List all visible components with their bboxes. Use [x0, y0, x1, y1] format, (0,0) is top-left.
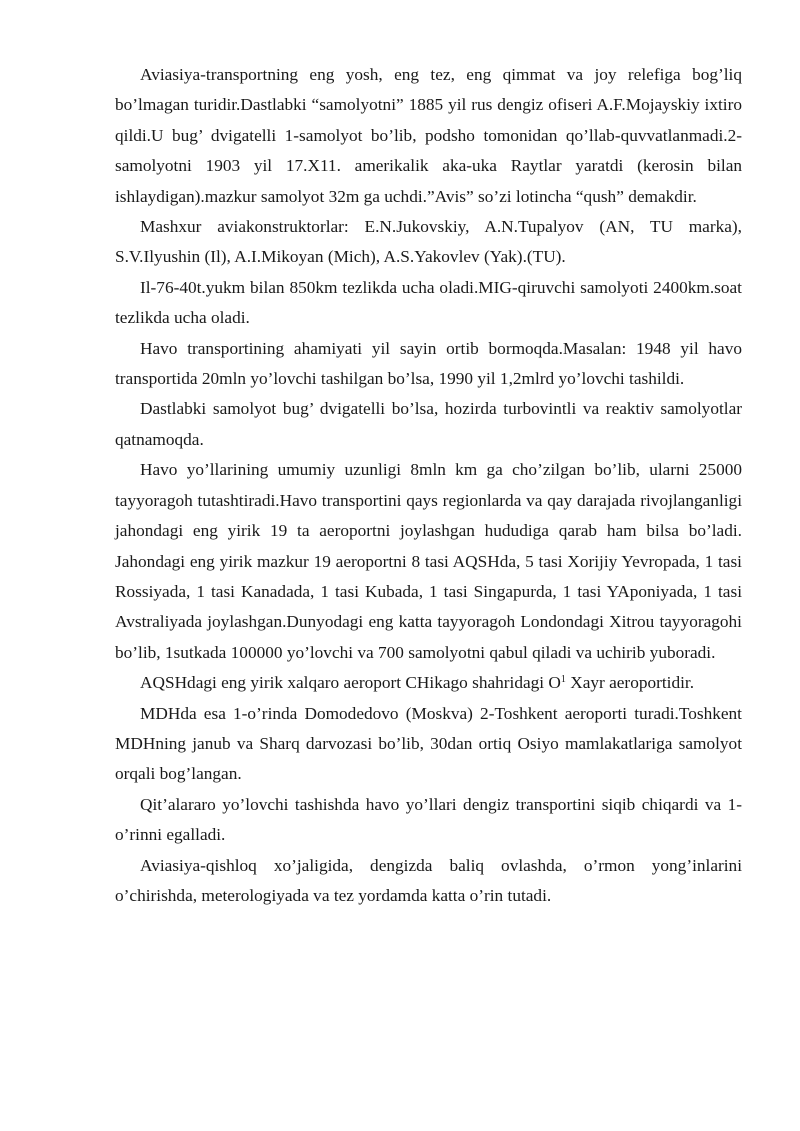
superscript-mark: 1 [560, 674, 566, 686]
paragraph-aviation-intro: Aviasiya-transportning eng yosh, eng tez, eng qimmat va joy relefiga bog’liq bo’lmagan turidir.Dastlabki “samolyotni” 1885 yil rus dengiz ofiseri A.F.Mojayskiy ixtiro qildi.U bug’ dvigatelli 1-samolyot bo’lib, podsho tomonidan qo’llab-quvvatlanmadi.2-samolyotni 1903 yil 17.X11. amerikalik aka-uka Raytlar yaratdi (kerosin bilan ishlaydigan).mazkur samolyot 32m ga uchdi.”Avis” so’zi lotincha “qush” demakdir. [115, 65, 742, 206]
paragraph-aircraft-designers: Mashxur aviakonstruktorlar: E.N.Jukovskiy, A.N.Tupalyov (AN, TU marka), S.V.Ilyushin (Il), A.I.Mikoyan (Mich), A.S.Yakovlev (Yak).(TU). [115, 217, 742, 267]
chicago-text-after: Xayr aeroportidir. [565, 673, 695, 693]
paragraph-aircraft-speeds: Il-76-40t.yukm bilan 850km tezlikda ucha oladi.MIG-qiruvchi samolyoti 2400km.soat tezlikda ucha oladi. [115, 277, 742, 328]
paragraph-intercontinental: Qit’alararo yo’lovchi tashishda havo yo’llari dengiz transportini siqib chiqardi va 1-o’rinni egalladi. [115, 794, 742, 845]
paragraph-aviation-uses: Aviasiya-qishloq xo’jaligida, dengizda baliq ovlashda, o’rmon yong’inlarini o’chirishda, meterologiyada va tez yordamda katta o’rin tutadi. [115, 855, 742, 905]
document-page [115, 60, 742, 911]
paragraph-engine-types: Dastlabki samolyot bug’ dvigatelli bo’lsa, hozirda turbovintli va reaktiv samolyotlar qatnamoqda. [115, 399, 742, 449]
paragraph-cis-airports: MDHda esa 1-o’rinda Domodedovo (Moskva) 2-Toshkent aeroporti turadi.Toshkent MDHning janub va Sharq darvozasi bo’lib, 30dan ortiq Osiyo mamlakatlariga samolyot orqali bog’langan. [115, 703, 742, 784]
paragraph-chicago-airport [115, 668, 742, 698]
paragraph-airports-worldwide: Havo yo’llarining umumiy uzunligi 8mln km ga cho’zilgan bo’lib, ularni 25000 tayyoragoh tutashtiradi.Havo transportini qays regionlarda va qay darajada rivojlanganligi jahondagi eng yirik 19 ta aeroportni joylashgan hududiga qarab ham bilsa bo’ladi. Jahondagi eng yirik mazkur 19 aeroportni 8 tasi AQSHda, 5 tasi Xorijiy Yevropada, 1 tasi Rossiyada, 1 tasi Kanadada, 1 tasi Kubada, 1 tasi Singapurda, 1 tasi YAponiyada, 1 tasi Avstraliyada joylashgan.Dunyodagi eng katta tayyoragoh Londondagi Xitrou tayyoragohi bo’lib, 1sutkada 100000 yo’lovchi va 700 samolyotni qabul qiladi va uchirib yuboradi. [115, 460, 742, 662]
chicago-text-before: AQSHdagi eng yirik xalqaro aeroport CHikago shahridagi O [140, 673, 561, 693]
paragraph-passenger-growth: Havo transportining ahamiyati yil sayin ortib bormoqda.Masalan: 1948 yil havo transportida 20mln yo’lovchi tashilgan bo’lsa, 1990 yil 1,2mlrd yo’lovchi tashildi. [115, 338, 742, 389]
